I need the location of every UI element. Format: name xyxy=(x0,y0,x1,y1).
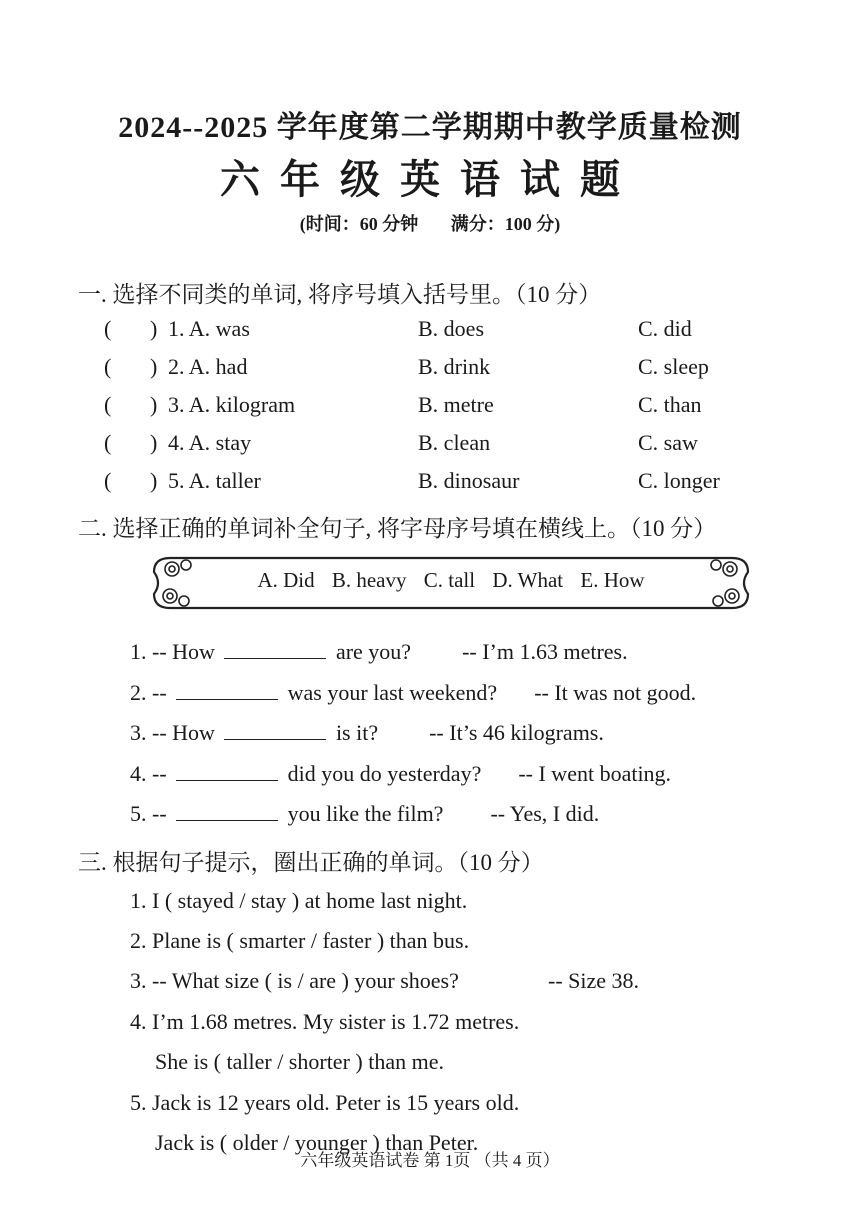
item-prefix: 2. -- xyxy=(130,680,167,705)
circle-word-item: 3. -- What size ( is / are ) your shoes? xyxy=(130,968,459,993)
item-suffix: did you do yesterday? xyxy=(287,761,482,786)
item-suffix: was your last weekend? xyxy=(287,680,498,705)
option-a: 3. A. kilogram xyxy=(168,392,296,417)
answer-paren-close: ) xyxy=(150,354,158,379)
exam-info xyxy=(0,210,860,236)
item-prefix: 5. -- xyxy=(130,801,167,826)
fill-blank-item xyxy=(130,638,628,665)
circle-word-item: 5. Jack is 12 years old. Peter is 15 years old. xyxy=(130,1090,520,1115)
answer-paren-open[interactable]: ( xyxy=(104,392,112,417)
exam-subject-title: 六年级英语试题 xyxy=(220,157,640,202)
option-c: C. did xyxy=(638,316,692,341)
fill-blank-item xyxy=(130,679,696,706)
circle-word-item: 2. Plane is ( smarter / faster ) than bus. xyxy=(130,928,470,953)
answer-blank[interactable] xyxy=(176,800,278,821)
answer-paren-open[interactable]: ( xyxy=(104,468,112,493)
answer-blank[interactable] xyxy=(224,638,326,659)
item-prefix: 4. -- xyxy=(130,761,167,786)
option-c: C. longer xyxy=(638,468,720,493)
section-3-title: 三. 根据句子提示，圈出正确的单词。（10 分） xyxy=(78,850,544,875)
option-a: 5. A. taller xyxy=(168,468,261,493)
option-c: C. sleep xyxy=(638,354,709,379)
option-b: B. metre xyxy=(418,392,494,417)
option-c: C. saw xyxy=(638,430,698,455)
word-option: C. tall xyxy=(423,568,476,592)
exam-title: 2024--2025 学年度第二学期期中教学质量检测 xyxy=(118,111,742,144)
answer-blank[interactable] xyxy=(176,679,278,700)
word-option: E. How xyxy=(580,568,645,592)
item-suffix: is it? xyxy=(335,720,379,745)
answer-paren-close: ) xyxy=(150,316,158,341)
circle-word-item-continued: She is ( taller / shorter ) than me. xyxy=(155,1049,444,1074)
item-suffix: you like the film? xyxy=(287,801,444,826)
question-row xyxy=(0,316,860,346)
word-options xyxy=(148,568,754,593)
answer-paren-close: ) xyxy=(150,392,158,417)
word-option: D. What xyxy=(492,568,564,592)
item-answer: -- I went boating. xyxy=(518,761,672,786)
time-limit: (时间：60 分钟 xyxy=(299,214,419,234)
circle-word-item: 4. I’m 1.68 metres. My sister is 1.72 metres. xyxy=(130,1009,520,1034)
word-bank xyxy=(148,552,754,614)
option-a: 2. A. had xyxy=(168,354,248,379)
fill-blank-item xyxy=(130,760,671,787)
item-answer: -- It was not good. xyxy=(534,680,697,705)
item-answer: -- Yes, I did. xyxy=(490,801,600,826)
option-b: B. drink xyxy=(418,354,491,379)
answer-paren-open[interactable]: ( xyxy=(104,316,112,341)
item-prefix: 3. -- How xyxy=(130,720,215,745)
full-score: 满分：100 分) xyxy=(450,214,561,234)
answer-paren-close: ) xyxy=(150,430,158,455)
section-2-title: 二. 选择正确的单词补全句子, 将字母序号填在横线上。（10 分） xyxy=(78,516,717,541)
word-option: B. heavy xyxy=(331,568,407,592)
question-row xyxy=(0,354,860,384)
item-suffix: are you? xyxy=(335,639,412,664)
option-a: 1. A. was xyxy=(168,316,250,341)
fill-blank-item xyxy=(130,719,604,746)
word-option: A. Did xyxy=(257,568,315,592)
answer-paren-open[interactable]: ( xyxy=(104,354,112,379)
section-1-title: 一. 选择不同类的单词, 将序号填入括号里。（10 分） xyxy=(78,282,602,307)
option-b: B. clean xyxy=(418,430,491,455)
fill-blank-item xyxy=(130,800,599,827)
circle-word-item-continued: Jack is ( older / younger ) than Peter. xyxy=(155,1130,479,1155)
item-answer: -- It’s 46 kilograms. xyxy=(429,720,604,745)
circle-word-item: 1. I ( stayed / stay ) at home last night. xyxy=(130,888,468,913)
option-b: B. dinosaur xyxy=(418,468,520,493)
item-answer: -- Size 38. xyxy=(548,968,640,993)
item-prefix: 1. -- How xyxy=(130,639,215,664)
option-c: C. than xyxy=(638,392,702,417)
item-answer: -- I’m 1.63 metres. xyxy=(462,639,628,664)
answer-paren-open[interactable]: ( xyxy=(104,430,112,455)
question-row xyxy=(0,468,860,498)
option-a: 4. A. stay xyxy=(168,430,252,455)
answer-paren-close: ) xyxy=(150,468,158,493)
answer-blank[interactable] xyxy=(176,760,278,781)
option-b: B. does xyxy=(418,316,484,341)
question-row xyxy=(0,392,860,422)
page-footer: 六年级英语试卷 第 1页 （共 4 页） xyxy=(300,1151,560,1170)
question-row xyxy=(0,430,860,460)
answer-blank[interactable] xyxy=(224,719,326,740)
